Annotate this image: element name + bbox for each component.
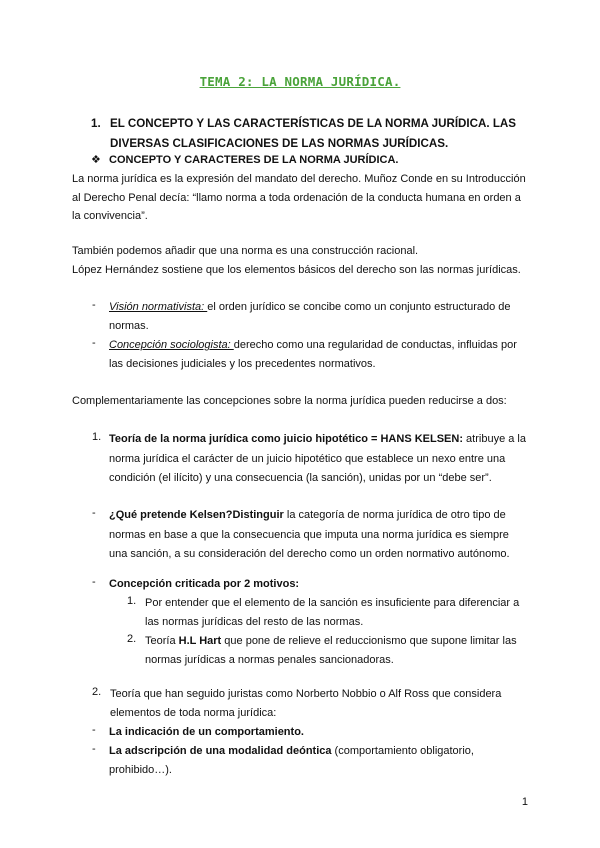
- paragraph-complementary: Complementariamente las concepciones sobre la norma jurídica pueden reducirse a dos:: [72, 395, 507, 407]
- list-item-text: la categoría de norma jurídica de otro tipo de normas en base a que la consecuencia que imputa una norma jurídica es siempre una sanción, a su consideración del derecho como un orden normativo autónomo.: [109, 509, 510, 560]
- list-item-bold: H.L Hart: [178, 635, 222, 647]
- list-dash: -: [92, 576, 96, 588]
- section-heading-text: EL CONCEPTO Y LAS CARACTERÍSTICAS DE LA NORMA JURÍDICA. LAS DIVERSAS CLASIFICACIONES DE LAS NORMAS JURÍDICAS.: [110, 117, 517, 150]
- page-number: 1: [521, 796, 528, 808]
- list-number: 1.: [127, 595, 137, 607]
- list-dash: -: [92, 724, 96, 736]
- paragraph-construction: También podemos añadir que una norma es una construcción racional.: [72, 245, 419, 257]
- list-item-text: derecho como una regularidad de conductas, influidas por las decisiones judiciales y los precedentes normativos.: [109, 339, 517, 370]
- list-dash: -: [92, 507, 96, 519]
- list-number: 2.: [92, 686, 102, 698]
- list-item-label: Concepción sociologista:: [109, 339, 234, 351]
- list-item-criticism: [109, 575, 529, 594]
- list-item-text: (comportamiento obligatorio, prohibido…).: [109, 745, 474, 776]
- list-item-kelsen: [109, 430, 529, 489]
- list-item-pre: Teoría: [145, 635, 179, 647]
- list-item-sociologista: [109, 336, 529, 374]
- list-item-label: Visión normativista:: [109, 301, 208, 313]
- paragraph-definition: La norma jurídica es la expresión del mandato del derecho. Muñoz Conde en su Introducción al Derecho Penal decía: “llamo norma a toda ordenación de la conducta humana en orden a la convivencia”.: [72, 173, 526, 222]
- list-item-normativista: [109, 298, 529, 336]
- list-item-deontic: [109, 742, 529, 780]
- list-item-bold: La indicación de un comportamiento.: [109, 726, 304, 738]
- subsection-heading: [91, 153, 399, 166]
- section-heading: [91, 114, 531, 154]
- list-item-text: el orden jurídico se concibe como un conjunto estructurado de normas.: [109, 301, 511, 332]
- list-dash: -: [92, 337, 96, 349]
- list-item-criticism-1: Por entender que el elemento de la sanción es insuficiente para diferenciar a las normas jurídicas del resto de las normas.: [145, 597, 520, 628]
- list-item-bold: La adscripción de una modalidad deóntica: [109, 745, 332, 757]
- subsection-heading-text: CONCEPTO Y CARACTERES DE LA NORMA JURÍDICA.: [109, 154, 399, 166]
- list-item-bold: ¿Qué pretende Kelsen?Distinguir: [109, 509, 284, 521]
- list-item-bold: Teoría de la norma jurídica como juicio hipotético = HANS KELSEN:: [109, 433, 463, 445]
- list-number: 1.: [92, 431, 102, 443]
- list-number: 2.: [127, 633, 137, 645]
- section-number: 1.: [91, 117, 101, 130]
- list-item-text: que pone de relieve el reduccionismo que supone limitar las normas jurídicas a normas penales sancionadoras.: [145, 635, 517, 666]
- list-item-behaviour: [109, 723, 529, 742]
- diamond-bullet-icon: ❖: [91, 154, 101, 166]
- list-dash: -: [92, 299, 96, 311]
- list-item-bold: Concepción criticada por 2 motivos:: [109, 578, 300, 590]
- list-item-text: atribuye a la norma jurídica el carácter de un juicio hipotético que establece un nexo entre una condición (el ilícito) y una consecuencia (la sanción), unidas por un “debe ser”.: [109, 433, 526, 484]
- list-dash: -: [92, 743, 96, 755]
- list-item-nobbio-ross: Teoría que han seguido juristas como Norberto Nobbio o Alf Ross que considera elementos de toda norma jurídica:: [110, 688, 502, 719]
- list-item-criticism-2: [145, 632, 530, 670]
- paragraph-lopez: López Hernández sostiene que los elementos básicos del derecho son las normas jurídicas.: [72, 264, 521, 276]
- list-item-kelsen-aim: [109, 506, 529, 565]
- document-title: TEMA 2: LA NORMA JURÍDICA.: [199, 74, 401, 89]
